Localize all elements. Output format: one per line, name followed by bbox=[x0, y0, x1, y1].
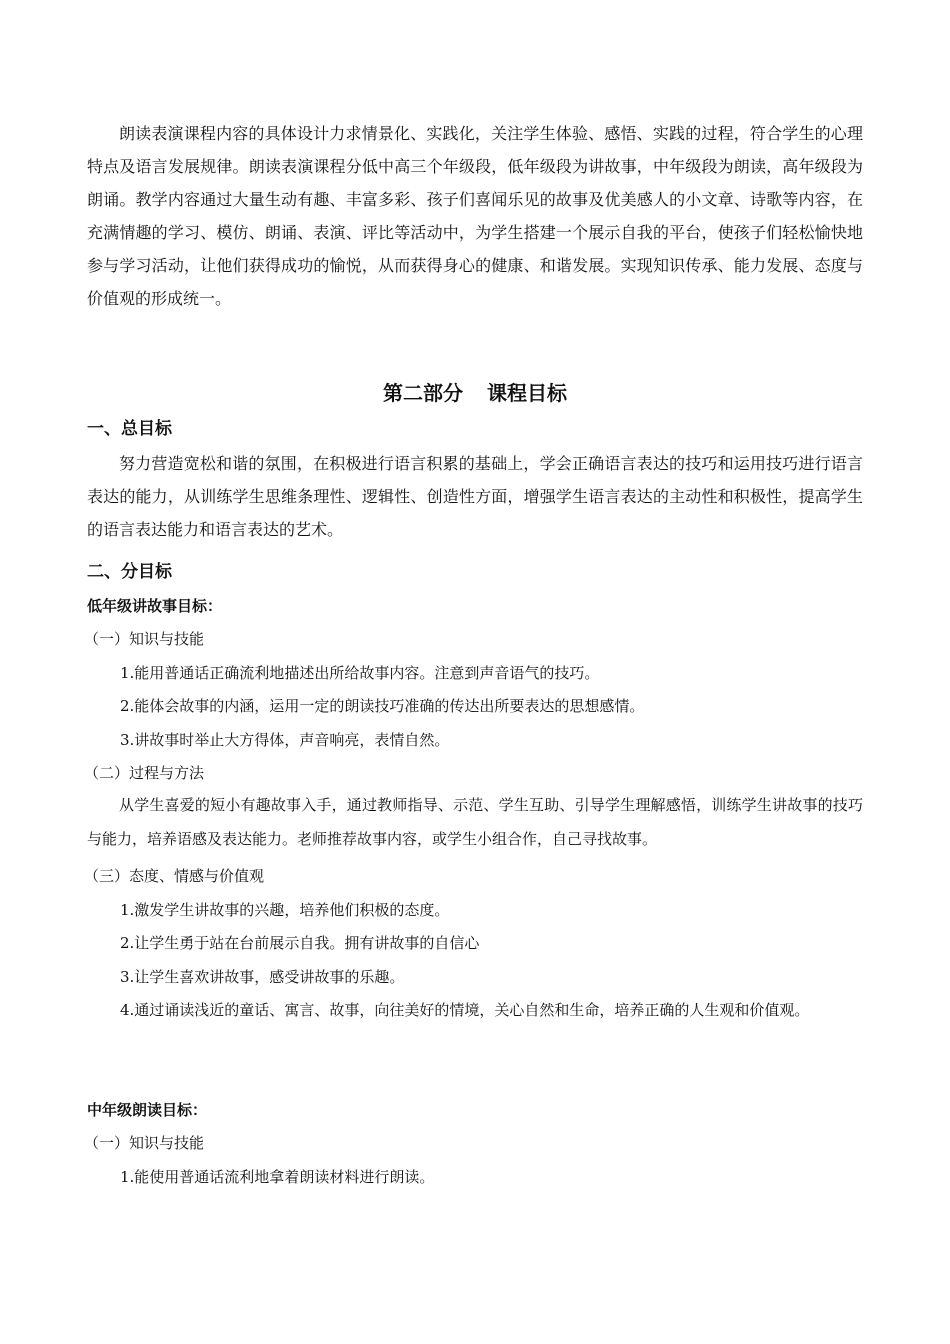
low-knowledge-item-1: 1.能用普通话正确流利地描述出所给故事内容。注意到声音语气的技巧。 bbox=[120, 664, 600, 682]
general-goal-paragraph: 努力营造宽松和谐的氛围，在积极进行语言积累的基础上，学会正确语言表达的技巧和运用技巧进行语言表达的能力，从训练学生思维条理性、逻辑性、创造性方面，增强学生语言表达的主动性和积极性，提高学生的语言表达能力和语言表达的艺术。 bbox=[87, 454, 863, 539]
low-grade-title: 低年级讲故事目标： bbox=[87, 597, 223, 615]
low-section-knowledge: （一）知识与技能 bbox=[84, 630, 205, 648]
sub-goal-heading: 二、分目标 bbox=[87, 562, 172, 582]
mid-section-knowledge: （一）知识与技能 bbox=[84, 1134, 205, 1152]
low-attitude-item-1: 1.激发学生讲故事的兴趣，培养他们积极的态度。 bbox=[120, 901, 450, 919]
low-attitude-item-2: 2.让学生勇于站在台前展示自我。拥有讲故事的自信心 bbox=[120, 934, 480, 952]
mid-grade-title: 中年级朗读目标： bbox=[87, 1101, 208, 1119]
general-goal-heading: 一、总目标 bbox=[87, 419, 172, 439]
low-attitude-item-3: 3.让学生喜欢讲故事，感受讲故事的乐趣。 bbox=[120, 968, 405, 986]
low-section-process: （二）过程与方法 bbox=[84, 764, 205, 782]
low-knowledge-item-2: 2.能体会故事的内涵，运用一定的朗读技巧准确的传达出所要表达的思想感情。 bbox=[120, 697, 645, 715]
part-title bbox=[0, 375, 950, 411]
intro-paragraph: 朗读表演课程内容的具体设计力求情景化、实践化，关注学生体验、感悟、实践的过程，符合学生的心理特点及语言发展规律。朗读表演课程分低中高三个年级段，低年级段为讲故事，中年级段为朗读，高年级段为朗诵。教学内容通过大量生动有趣、丰富多彩、孩子们喜闻乐见的故事及优美感人的小文章、诗歌等内容，在充满情趣的学习、模仿、朗诵、表演、评比等活动中，为学生搭建一个展示自我的平台，使孩子们轻松愉快地参与学习活动，让他们获得成功的愉悦，从而获得身心的健康、和谐发展。实现知识传承、能力发展、态度与价值观的形成统一。 bbox=[87, 124, 863, 308]
low-attitude-item-4: 4.通过诵读浅近的童话、寓言、故事，向往美好的情境，关心自然和生命，培养正确的人生观和价值观。 bbox=[120, 1001, 810, 1019]
part-title-left: 第二部分 bbox=[383, 381, 463, 405]
low-knowledge-item-3: 3.讲故事时举止大方得体，声音响亮，表情自然。 bbox=[120, 731, 450, 749]
low-process-paragraph: 从学生喜爱的短小有趣故事入手，通过教师指导、示范、学生互助、引导学生理解感悟，训练学生讲故事的技巧与能力，培养语感及表达能力。老师推荐故事内容，或学生小组合作，自己寻找故事。 bbox=[87, 796, 863, 848]
mid-knowledge-item-1: 1.能使用普通话流利地拿着朗读材料进行朗读。 bbox=[120, 1168, 435, 1186]
part-title-right: 课程目标 bbox=[487, 381, 567, 405]
low-section-attitude: （三）态度、情感与价值观 bbox=[84, 867, 265, 885]
